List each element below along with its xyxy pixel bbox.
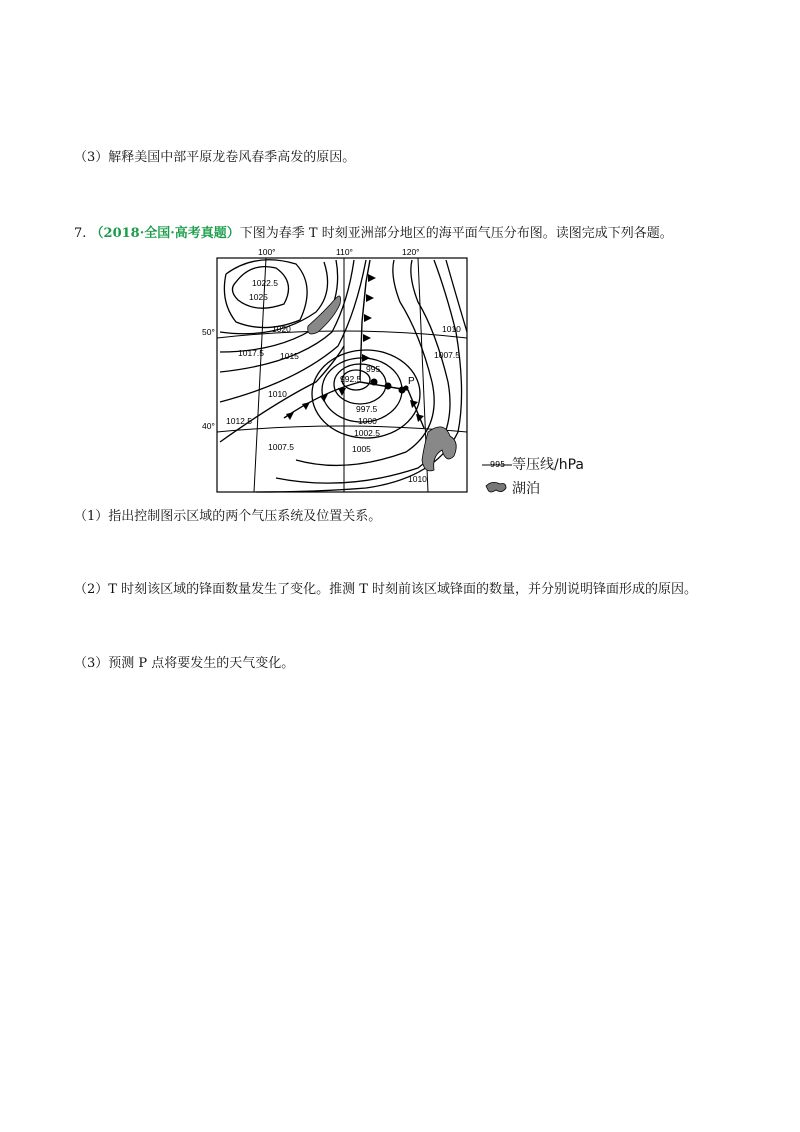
legend-lake-label: 湖泊 bbox=[512, 481, 540, 497]
sub-question-1: （1）指出控制图示区域的两个气压系统及位置关系。 bbox=[74, 509, 382, 524]
pressure-map bbox=[196, 242, 471, 495]
legend-isobar bbox=[482, 452, 584, 476]
legend-lake bbox=[482, 476, 584, 500]
question-7-header bbox=[74, 222, 673, 241]
lake-icon bbox=[482, 480, 512, 496]
isobar-label: 992.5 bbox=[340, 374, 362, 384]
isobar-label: 1015 bbox=[280, 351, 299, 361]
isobar-label: 1010 bbox=[408, 474, 427, 484]
isobar-label: 1007.5 bbox=[268, 442, 294, 452]
lat-label-40: 40° bbox=[202, 421, 215, 431]
isobar-label: 997.5 bbox=[356, 404, 378, 414]
sub-question-3: （3）预测 P 点将要发生的天气变化。 bbox=[74, 656, 295, 671]
isobar-label: 1007.5 bbox=[434, 350, 460, 360]
sub-question-2: （2）T 时刻该区域的锋面数量发生了变化。推测 T 时刻前该区域锋面的数量，并分别说明锋面形成的原因。 bbox=[74, 582, 698, 597]
isobar-label: 1012.5 bbox=[226, 416, 252, 426]
isobar-label: 1020 bbox=[272, 324, 291, 334]
legend-isobar-sample: 995 bbox=[490, 460, 506, 469]
question-text: 下图为春季 T 时刻亚洲部分地区的海平面气压分布图。读图完成下列各题。 bbox=[239, 226, 673, 241]
map-legend bbox=[482, 452, 584, 500]
isobar-label: 1005 bbox=[352, 444, 371, 454]
isobar-label: 1022.5 bbox=[252, 278, 278, 288]
question-number: 7. bbox=[74, 226, 87, 241]
legend-isobar-label: 等压线/hPa bbox=[512, 457, 584, 473]
question-3-previous: （3）解释美国中部平原龙卷风春季高发的原因。 bbox=[74, 150, 356, 165]
question-source: （2018·全国·高考真题） bbox=[90, 226, 240, 241]
isobar-label: 1002.5 bbox=[354, 428, 380, 438]
lon-label-100: 100° bbox=[258, 247, 276, 257]
isobar-line-icon bbox=[482, 457, 512, 471]
isobar-label: 995 bbox=[366, 364, 381, 374]
isobar-label: 1025 bbox=[249, 292, 268, 302]
isobar-label: 1010 bbox=[268, 389, 287, 399]
point-p-label: P bbox=[408, 376, 415, 387]
isobar-label: 1000 bbox=[358, 416, 377, 426]
isobar-label: 1010 bbox=[442, 324, 461, 334]
lon-label-120: 120° bbox=[402, 247, 420, 257]
isobar-label: 1017.5 bbox=[238, 348, 264, 358]
lon-label-110: 110° bbox=[336, 247, 353, 257]
lat-label-50: 50° bbox=[202, 327, 215, 337]
